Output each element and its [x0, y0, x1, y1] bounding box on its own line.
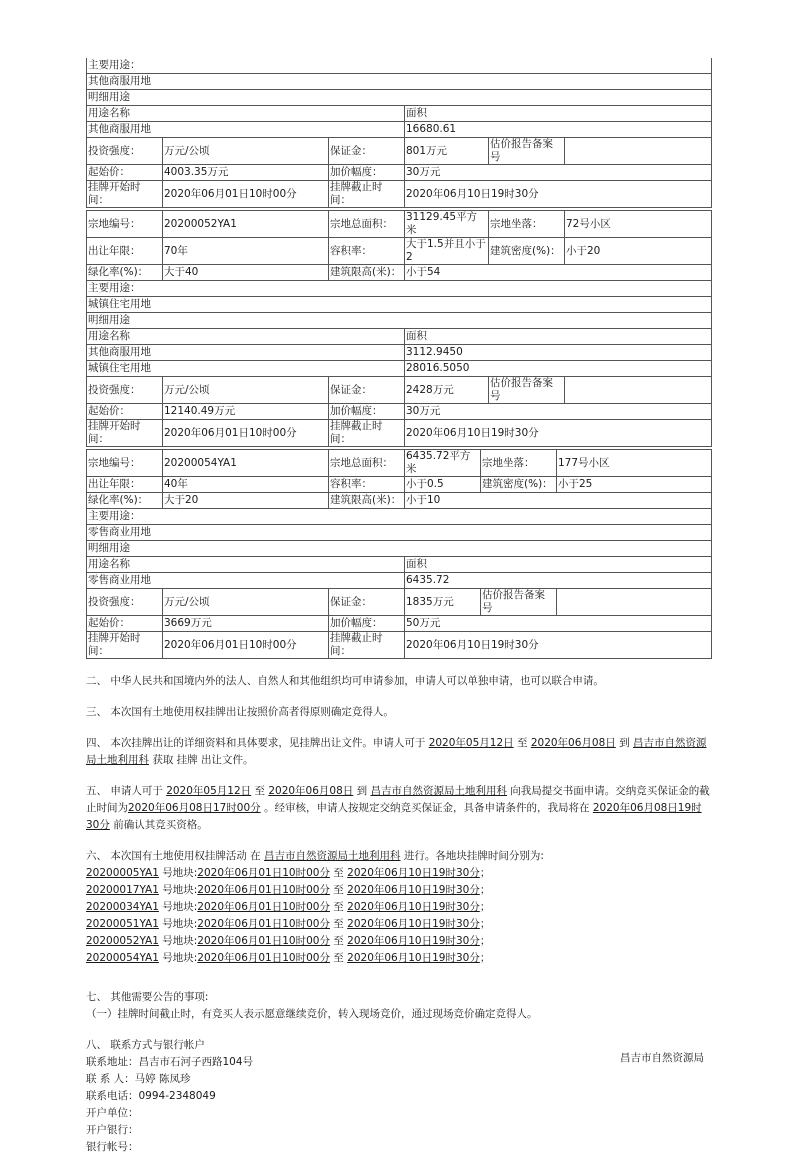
deposit-value: 1835万元	[405, 589, 481, 616]
start-price-value: 4003.35万元	[163, 165, 329, 181]
schedule-parcel-id: 20200051YA1	[86, 918, 159, 930]
deposit-value: 2428万元	[405, 377, 489, 404]
schedule-text: 至	[329, 935, 348, 947]
main-use-label: 主要用途：	[87, 509, 712, 525]
total-area-label: 宗地总面积：	[329, 211, 405, 238]
schedule-text: 至	[329, 884, 348, 896]
use-area: 6435.72	[405, 573, 712, 589]
s4-end-date: 2020年06月08日	[530, 737, 616, 749]
account-number: 银行帐号：	[86, 1141, 139, 1153]
list-end-value: 2020年06月10日19时30分	[405, 181, 712, 208]
start-price-value: 12140.49万元	[163, 404, 329, 420]
term-value: 40年	[163, 477, 329, 493]
area-header: 面积	[405, 106, 712, 122]
s5-text: 向我局提交书面申请。交纳竞买保证金的截止时间为	[86, 785, 710, 814]
use-row	[87, 361, 712, 377]
schedule-start: 2020年06月01日10时00分	[197, 918, 330, 930]
height-label: 建筑限高(米)：	[329, 265, 405, 281]
contact-address: 联系地址：昌吉市石河子西路104号	[86, 1056, 254, 1068]
increment-value: 50万元	[405, 616, 712, 632]
invest-value: 万元/公顷	[163, 377, 329, 404]
main-use-value: 其他商服用地	[87, 74, 712, 90]
schedule-text: 至	[329, 918, 348, 930]
density-label: 建筑密度(%)：	[481, 477, 557, 493]
deposit-label: 保证金：	[329, 589, 405, 616]
deposit-value: 801万元	[405, 138, 489, 165]
parcel-id-value: 20200054YA1	[163, 450, 329, 477]
schedule-end: 2020年06月10日19时30分	[347, 901, 480, 913]
s8-title: 八、 联系方式与银行帐户	[86, 1039, 205, 1051]
schedule-parcel-id: 20200052YA1	[86, 935, 159, 947]
schedule-row	[86, 950, 712, 967]
schedule-list	[86, 865, 712, 967]
schedule-text: ；	[479, 884, 491, 896]
use-area: 28016.5050	[405, 361, 712, 377]
invest-value: 万元/公顷	[163, 589, 329, 616]
list-start-value: 2020年06月01日10时00分	[163, 632, 329, 659]
section-5	[86, 783, 712, 834]
total-area-label: 宗地总面积：	[329, 450, 405, 477]
schedule-start: 2020年06月01日10时00分	[197, 952, 330, 964]
s4-text: 四、 本次挂牌出让的详细资料和具体要求，见挂牌出让文件。申请人可于	[86, 737, 429, 749]
increment-label: 加价幅度：	[329, 616, 405, 632]
detail-use-label: 明细用途	[87, 313, 712, 329]
total-area-value: 6435.72平方米	[405, 450, 481, 477]
schedule-start: 2020年06月01日10时00分	[197, 901, 330, 913]
s6-intro	[86, 848, 712, 865]
schedule-row	[86, 916, 712, 933]
main-use-value: 城镇住宅用地	[87, 297, 712, 313]
start-price-label: 起始价：	[87, 616, 163, 632]
use-row	[87, 122, 712, 138]
s4-start-date: 2020年05月12日	[428, 737, 514, 749]
far-value: 小于0.5	[405, 477, 481, 493]
appraisal-value	[565, 377, 712, 404]
increment-label: 加价幅度：	[329, 165, 405, 181]
term-value: 70年	[163, 238, 329, 265]
s4-text: 获取 挂牌 出让文件。	[149, 754, 254, 766]
main-use-label: 主要用途：	[87, 58, 712, 74]
appraisal-value	[565, 138, 712, 165]
schedule-parcel-id: 20200054YA1	[86, 952, 159, 964]
density-value: 小于20	[565, 238, 712, 265]
section-8	[86, 1037, 712, 1156]
location-label: 宗地坐落：	[481, 450, 557, 477]
parcel-table-20200052YA1	[86, 210, 712, 447]
area-header: 面积	[405, 557, 712, 573]
schedule-text: ；	[479, 867, 491, 879]
s5-confirm-time: 2020年06月08日19时30分	[86, 802, 702, 831]
schedule-parcel-id: 20200005YA1	[86, 867, 159, 879]
use-area: 3112.9450	[405, 345, 712, 361]
use-name: 其他商服用地	[87, 122, 405, 138]
parcel-id-label: 宗地编号：	[87, 450, 163, 477]
start-price-value: 3669万元	[163, 616, 329, 632]
increment-value: 30万元	[405, 404, 712, 420]
height-value: 小于10	[405, 493, 712, 509]
contact-phone: 联系电话：0994-2348049	[86, 1090, 216, 1102]
s5-place: 昌吉市自然资源局土地利用科	[370, 785, 507, 797]
list-end-label: 挂牌截止时间：	[329, 181, 405, 208]
green-label: 绿化率(%)：	[87, 265, 163, 281]
total-area-value: 31129.45平方米	[405, 211, 489, 238]
use-name-header: 用途名称	[87, 106, 405, 122]
schedule-text: 至	[329, 901, 348, 913]
invest-label: 投资强度：	[87, 138, 163, 165]
list-start-value: 2020年06月01日10时00分	[163, 420, 329, 447]
list-end-value: 2020年06月10日19时30分	[405, 420, 712, 447]
schedule-text: 号地块:	[158, 935, 198, 947]
s5-text: 到	[353, 785, 371, 797]
s4-place: 昌吉市自然资源局土地利用科	[86, 737, 707, 766]
density-value: 小于25	[557, 477, 712, 493]
green-label: 绿化率(%)：	[87, 493, 163, 509]
schedule-end: 2020年06月10日19时30分	[347, 867, 480, 879]
section-3: 三、 本次国有土地使用权挂牌出让按照价高者得原则确定竞得人。	[86, 706, 394, 718]
schedule-end: 2020年06月10日19时30分	[347, 884, 480, 896]
signature: 昌吉市自然资源局	[620, 1052, 704, 1064]
schedule-text: 号地块:	[158, 884, 198, 896]
parcel-id-value: 20200052YA1	[163, 211, 329, 238]
use-name: 城镇住宅用地	[87, 361, 405, 377]
invest-label: 投资强度：	[87, 589, 163, 616]
far-label: 容积率：	[329, 477, 405, 493]
start-price-label: 起始价：	[87, 165, 163, 181]
contact-person: 联 系 人：马婷 陈凤珍	[86, 1073, 191, 1085]
s5-start-date: 2020年05月12日	[166, 785, 252, 797]
location-value: 72号小区	[565, 211, 712, 238]
invest-value: 万元/公顷	[163, 138, 329, 165]
detail-use-label: 明细用途	[87, 541, 712, 557]
section-2: 二、 中华人民共和国境内外的法人、自然人和其他组织均可申请参加，申请人可以单独申请，也可以联合申请。	[86, 675, 604, 687]
use-row	[87, 573, 712, 589]
schedule-text: 号地块:	[158, 901, 198, 913]
s6-place: 昌吉市自然资源局土地利用科	[264, 850, 401, 862]
schedule-end: 2020年06月10日19时30分	[347, 952, 480, 964]
main-use-value: 零售商业用地	[87, 525, 712, 541]
location-value: 177号小区	[557, 450, 712, 477]
section-7	[86, 989, 712, 1023]
s6-text: 进行。各地块挂牌时间分别为:	[400, 850, 544, 862]
schedule-row	[86, 882, 712, 899]
main-use-label: 主要用途：	[87, 281, 712, 297]
schedule-text: ；	[479, 952, 491, 964]
height-label: 建筑限高(米)：	[329, 493, 405, 509]
green-value: 大于40	[163, 265, 329, 281]
section-6	[86, 848, 712, 967]
schedule-end: 2020年06月10日19时30分	[347, 935, 480, 947]
schedule-row	[86, 899, 712, 916]
area-header: 面积	[405, 329, 712, 345]
list-end-label: 挂牌截止时间：	[329, 420, 405, 447]
green-value: 大于20	[163, 493, 329, 509]
invest-label: 投资强度：	[87, 377, 163, 404]
use-area: 16680.61	[405, 122, 712, 138]
appraisal-label: 估价报告备案号	[489, 138, 565, 165]
s7-title: 七、 其他需要公告的事项:	[86, 991, 209, 1003]
s5-text: 。经审核，申请人按规定交纳竞买保证金，具备申请条件的，我局将在	[260, 802, 593, 814]
schedule-row	[86, 933, 712, 950]
schedule-parcel-id: 20200034YA1	[86, 901, 159, 913]
schedule-row	[86, 865, 712, 882]
appraisal-label: 估价报告备案号	[489, 377, 565, 404]
s6-text: 六、 本次国有土地使用权挂牌活动 在	[86, 850, 265, 862]
density-label: 建筑密度(%)：	[489, 238, 565, 265]
list-end-label: 挂牌截止时间：	[329, 632, 405, 659]
account-bank: 开户银行：	[86, 1124, 139, 1136]
schedule-start: 2020年06月01日10时00分	[197, 884, 330, 896]
s5-end-date: 2020年06月08日	[268, 785, 354, 797]
schedule-text: ；	[479, 935, 491, 947]
term-label: 出让年限：	[87, 238, 163, 265]
schedule-start: 2020年06月01日10时00分	[197, 935, 330, 947]
use-name-header: 用途名称	[87, 557, 405, 573]
increment-label: 加价幅度：	[329, 404, 405, 420]
schedule-text: 号地块:	[158, 918, 198, 930]
parcel-table-20200054YA1	[86, 449, 712, 659]
schedule-end: 2020年06月10日19时30分	[347, 918, 480, 930]
schedule-text: 号地块:	[158, 952, 198, 964]
parcel-id-label: 宗地编号：	[87, 211, 163, 238]
parcel-table-prev	[86, 58, 712, 208]
document-page	[86, 58, 712, 1156]
s5-text: 前确认其竞买资格。	[109, 819, 208, 831]
deposit-label: 保证金：	[329, 138, 405, 165]
s4-text: 到	[615, 737, 633, 749]
schedule-text: 号地块:	[158, 867, 198, 879]
appraisal-label: 估价报告备案号	[481, 589, 557, 616]
schedule-text: 至	[329, 952, 348, 964]
use-name-header: 用途名称	[87, 329, 405, 345]
term-label: 出让年限：	[87, 477, 163, 493]
start-price-label: 起始价：	[87, 404, 163, 420]
list-start-label: 挂牌开始时间：	[87, 632, 163, 659]
use-name: 其他商服用地	[87, 345, 405, 361]
list-start-label: 挂牌开始时间：	[87, 420, 163, 447]
account-unit: 开户单位：	[86, 1107, 139, 1119]
s7-item-1: （一）挂牌时间截止时，有竞买人表示愿意继续竞价，转入现场竞价，通过现场竞价确定竞得人。	[86, 1008, 538, 1020]
appraisal-value	[557, 589, 712, 616]
s5-text: 至	[251, 785, 269, 797]
s5-deposit-deadline: 2020年06月08日17时00分	[128, 802, 261, 814]
list-end-value: 2020年06月10日19时30分	[405, 632, 712, 659]
schedule-start: 2020年06月01日10时00分	[197, 867, 330, 879]
height-value: 小于54	[405, 265, 712, 281]
deposit-label: 保证金：	[329, 377, 405, 404]
far-label: 容积率：	[329, 238, 405, 265]
increment-value: 30万元	[405, 165, 712, 181]
schedule-text: ；	[479, 901, 491, 913]
location-label: 宗地坐落：	[489, 211, 565, 238]
section-4	[86, 735, 712, 769]
detail-use-label: 明细用途	[87, 90, 712, 106]
list-start-value: 2020年06月01日10时00分	[163, 181, 329, 208]
s4-text: 至	[513, 737, 531, 749]
schedule-text: 至	[329, 867, 348, 879]
list-start-label: 挂牌开始时间：	[87, 181, 163, 208]
far-value: 大于1.5并且小于2	[405, 238, 489, 265]
schedule-text: ；	[479, 918, 491, 930]
schedule-parcel-id: 20200017YA1	[86, 884, 159, 896]
use-name: 零售商业用地	[87, 573, 405, 589]
s5-text: 五、 申请人可于	[86, 785, 167, 797]
use-row	[87, 345, 712, 361]
